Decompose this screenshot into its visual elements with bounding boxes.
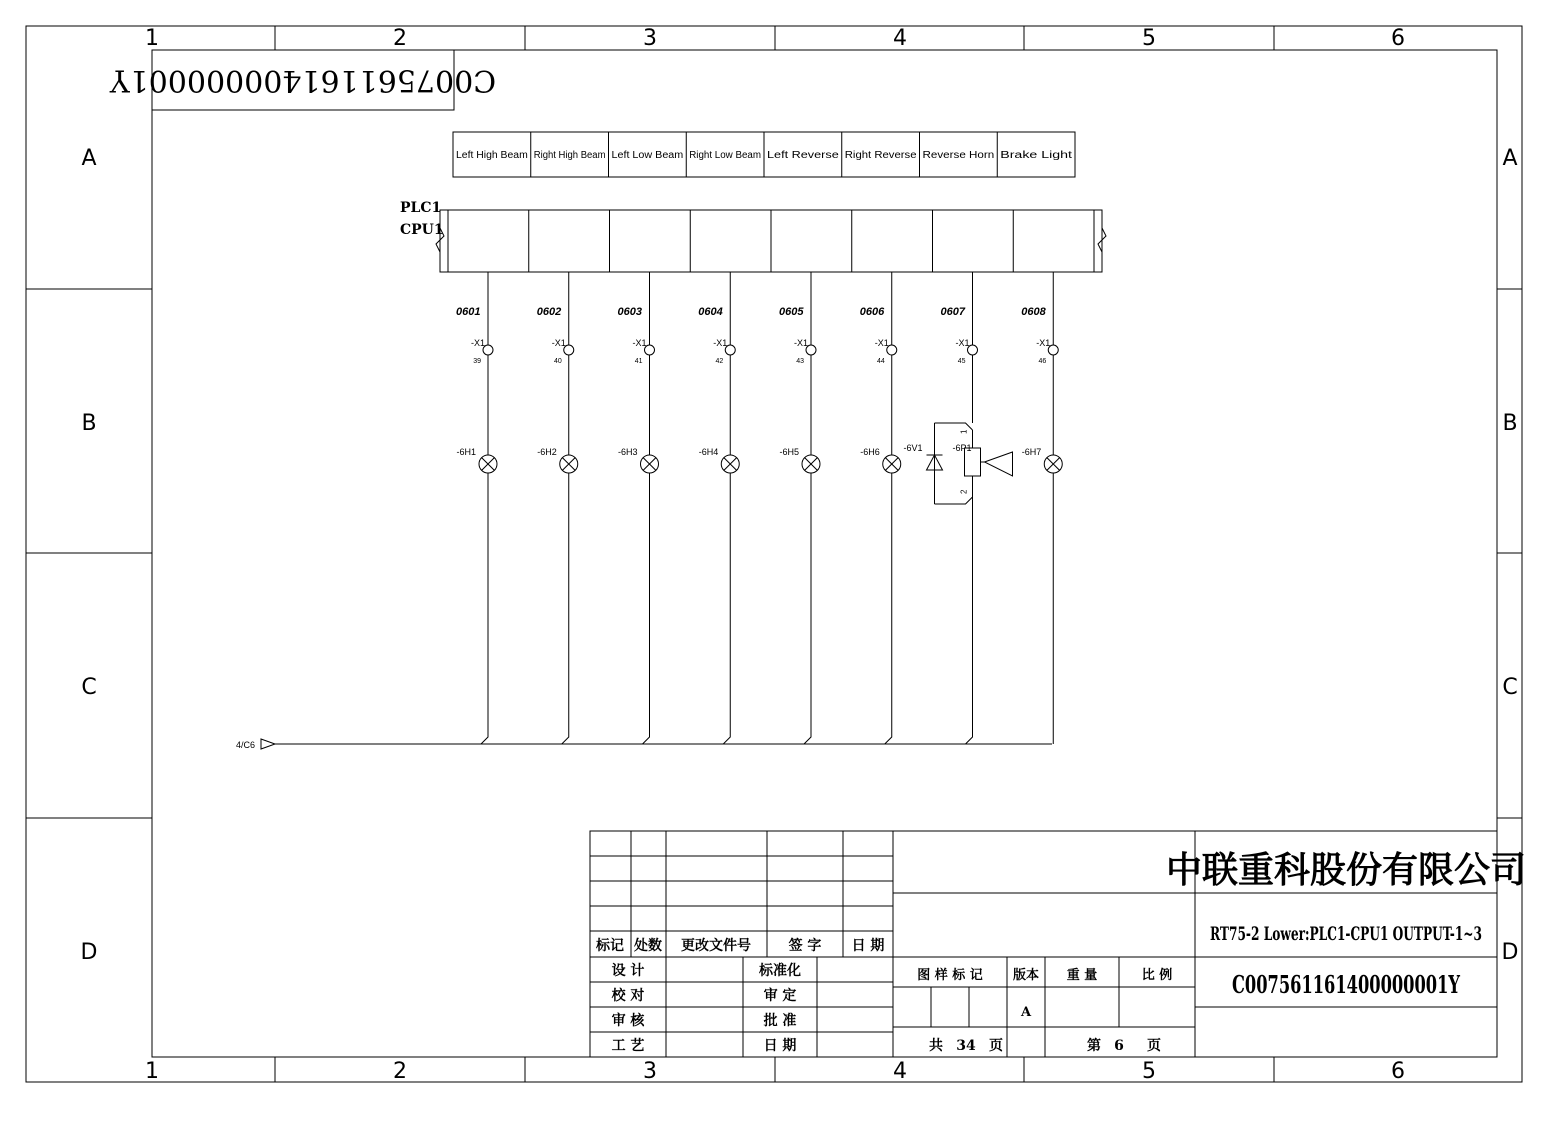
plc-name: PLC1	[400, 200, 442, 216]
column-label: 3	[643, 26, 657, 51]
lamp-icon	[802, 455, 820, 473]
output-label: Right Reverse	[844, 150, 917, 161]
row-label: C	[81, 675, 97, 700]
output-circuits	[456, 272, 1062, 744]
column-label: 6	[1391, 1059, 1405, 1084]
circuit-1	[456, 272, 497, 744]
meta-scale-header: 比 例	[1141, 968, 1173, 983]
terminal-pin: 43	[796, 358, 804, 365]
terminal-circle	[806, 345, 816, 355]
common-bus	[236, 739, 1052, 750]
role-check: 校 对	[611, 988, 645, 1004]
device-tag: -6H4	[698, 447, 719, 457]
lamp-icon	[883, 455, 901, 473]
meta-drawing-mark: 图 样 标 记	[917, 968, 983, 983]
company-name: 中联重科股份有限公司	[1165, 849, 1527, 891]
diode-tag: -6V1	[903, 443, 923, 453]
output-label: Reverse Horn	[922, 150, 995, 161]
terminal-circle	[968, 345, 978, 355]
role-review: 审 核	[611, 1013, 645, 1029]
terminal-label: -X1	[551, 338, 566, 348]
rotated-drawing-code: C007561161400000001Y	[109, 62, 497, 98]
terminal-circle	[645, 345, 655, 355]
role-process: 工 艺	[611, 1038, 645, 1054]
row-label: B	[1502, 411, 1518, 436]
rev-header-count: 处数	[634, 938, 662, 954]
output-label: Left Low Beam	[611, 150, 684, 161]
page-prefix: 第	[1087, 1038, 1101, 1054]
circuit-6	[860, 272, 901, 744]
row-labels-right	[1502, 146, 1519, 965]
rotated-code-box	[109, 50, 497, 110]
wire-number: 0603	[617, 306, 642, 318]
meta-version-header: 版本	[1012, 968, 1040, 983]
meta-weight-header: 重 量	[1066, 968, 1098, 983]
wire-number: 0601	[456, 306, 481, 318]
device-tag: -6H2	[537, 447, 557, 457]
bus-arrow	[261, 739, 275, 749]
lamp-icon	[641, 455, 659, 473]
terminal-label: -X1	[874, 338, 889, 348]
circuit-5	[779, 272, 820, 744]
horn-pin: 2	[959, 489, 969, 494]
bus-reference: 4/C6	[236, 740, 256, 750]
terminal-circle	[887, 345, 897, 355]
terminal-circle	[1048, 345, 1058, 355]
total-prefix: 共	[929, 1038, 943, 1054]
column-label: 1	[145, 1059, 159, 1084]
circuit-7	[903, 272, 1012, 744]
circuit-8	[1021, 272, 1062, 744]
terminal-label: -X1	[1036, 338, 1051, 348]
terminal-label: -X1	[713, 338, 728, 348]
terminal-label: -X1	[632, 338, 647, 348]
rev-header-mark: 标记	[596, 938, 624, 954]
drawing-title: RT75-2 Lower:PLC1-CPU1 OUTPUT-1~3	[1210, 923, 1482, 945]
terminal-pin: 44	[876, 358, 885, 365]
lamp-icon	[479, 455, 497, 473]
device-tag: -6H1	[456, 447, 476, 457]
page-unit: 页	[1147, 1038, 1161, 1054]
terminal-pin: 46	[1038, 358, 1047, 365]
row-label: D	[80, 940, 98, 965]
wire-number: 0608	[1021, 306, 1046, 318]
wire-number: 0604	[698, 306, 723, 318]
device-tag: -6H5	[779, 447, 799, 457]
column-label: 5	[1142, 26, 1156, 51]
lamp-icon	[560, 455, 578, 473]
rev-header-doc: 更改文件号	[681, 938, 751, 954]
output-label: Brake Light	[1000, 150, 1073, 161]
terminal-circle	[564, 345, 574, 355]
column-label: 3	[643, 1059, 657, 1084]
role-approve: 批 准	[763, 1013, 797, 1029]
row-label: A	[1502, 146, 1518, 171]
terminal-label: -X1	[470, 338, 485, 348]
output-label: Right High Beam	[533, 150, 606, 161]
output-label: Left Reverse	[767, 150, 840, 161]
rev-header-date: 日 期	[851, 938, 885, 954]
page-number: 6	[1114, 1038, 1124, 1054]
column-label: 4	[893, 1059, 907, 1084]
total-unit: 页	[989, 1038, 1003, 1054]
row-label: A	[81, 146, 97, 171]
role-date: 日 期	[763, 1038, 797, 1054]
output-label: Right Low Beam	[689, 150, 761, 161]
output-label-row	[453, 132, 1075, 177]
row-label: D	[1501, 940, 1519, 965]
terminal-pin: 45	[957, 358, 966, 365]
column-label: 1	[145, 26, 159, 51]
terminal-label: -X1	[793, 338, 808, 348]
column-label: 2	[393, 1059, 407, 1084]
row-labels-left	[81, 146, 98, 965]
version-value: A	[1020, 1005, 1032, 1020]
device-tag: -6P1	[952, 443, 972, 453]
drawing-number: C007561161400000001Y	[1232, 970, 1461, 999]
row-label: C	[1502, 675, 1518, 700]
wire-number: 0607	[940, 306, 965, 318]
role-approve-review: 审 定	[763, 988, 797, 1004]
total-pages: 34	[956, 1038, 976, 1054]
terminal-pin: 41	[634, 358, 643, 365]
column-label: 5	[1142, 1059, 1156, 1084]
device-tag: -6H6	[860, 447, 880, 457]
terminal-pin: 39	[473, 358, 481, 365]
lamp-icon	[1044, 455, 1062, 473]
circuit-2	[537, 272, 578, 744]
circuit-3	[618, 272, 659, 744]
title-block	[590, 831, 1526, 1057]
terminal-pin: 42	[715, 358, 724, 365]
row-label: B	[81, 411, 97, 436]
output-label: Left High Beam	[456, 150, 528, 161]
horn-pin: 1	[959, 429, 969, 434]
circuit-4	[698, 272, 739, 744]
rev-header-sign: 签 字	[788, 938, 822, 954]
role-standard: 标准化	[759, 963, 801, 979]
wire-number: 0602	[536, 306, 562, 318]
role-design: 设 计	[611, 963, 645, 979]
terminal-circle	[483, 345, 493, 355]
column-label: 6	[1391, 26, 1405, 51]
wire-number: 0605	[779, 306, 804, 318]
device-tag: -6H7	[1021, 447, 1042, 457]
terminal-circle	[725, 345, 735, 355]
device-tag: -6H3	[617, 447, 638, 457]
terminal-pin: 40	[553, 358, 562, 365]
lamp-icon	[721, 455, 739, 473]
cpu-name: CPU1	[400, 222, 444, 238]
plc-module	[400, 200, 1106, 272]
column-label: 2	[393, 26, 407, 51]
column-label: 4	[893, 26, 907, 51]
horn-icon	[965, 448, 1013, 476]
terminal-label: -X1	[955, 338, 970, 348]
wire-number: 0606	[859, 306, 885, 318]
